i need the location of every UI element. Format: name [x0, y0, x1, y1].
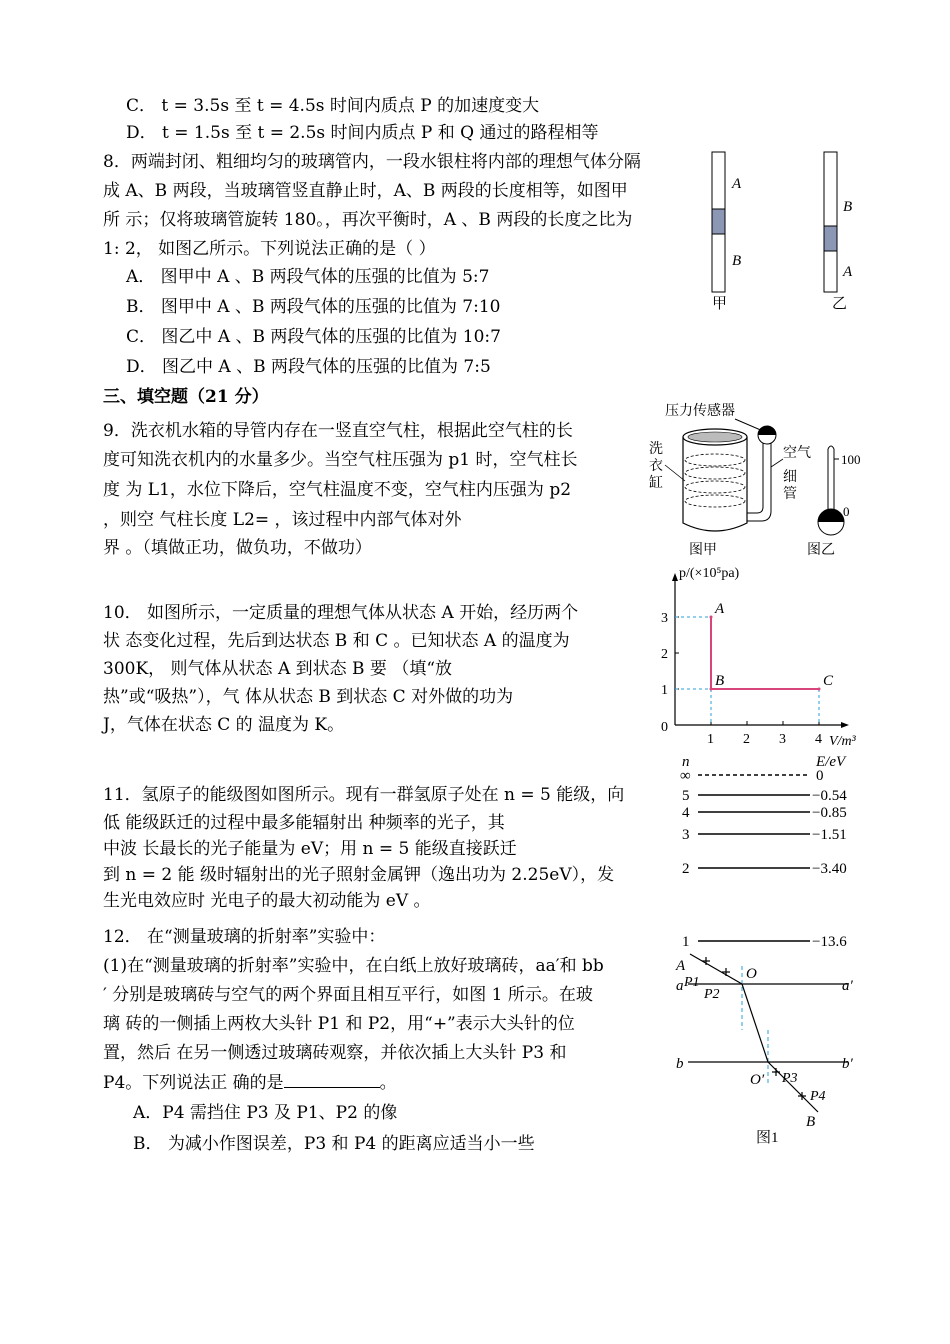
q12-answer-blank [284, 1071, 380, 1088]
q10-line-4: 热”或“吸热”），气 体从状态 B 到状态 C 对外做的功为 [103, 687, 514, 707]
figure-1-caption: 图1 [756, 1130, 779, 1146]
point-C [818, 688, 821, 691]
tank-label-3: 缸 [649, 476, 663, 491]
label-P4: P4 [810, 1089, 826, 1104]
level-e-1: −13.6 [812, 934, 847, 950]
q12-line-1: (1)在“测量玻璃的折射率”实验中，在白纸上放好玻璃砖，aa′和 bb [103, 956, 604, 976]
level-n-inf: ∞ [680, 768, 691, 784]
y-axis-label: p/(×10⁵pa) [679, 566, 740, 581]
refracted-ray [742, 984, 768, 1062]
q9-line-1: 9．洗衣机水箱的导管内存在一竖直空气柱，根据此空气柱的长 [103, 421, 573, 441]
mercury-yi [824, 226, 837, 251]
q8-option-a: A． 图甲中 A 、B 两段气体的压强的比值为 5:7 [126, 267, 490, 287]
fig-caption-jia: 图甲 [689, 543, 717, 558]
x-tick-label-1: 1 [707, 732, 714, 747]
refraction-figure [670, 950, 870, 1150]
q10-line-3: 300K， 则气体从状态 A 到状态 B 要 （填“放 [103, 659, 453, 679]
pin-p3-marker [772, 1068, 780, 1076]
tube-yi-top-label: B [843, 199, 853, 215]
q11-line-2: 低 能级跃迁的过程中最多能辐射出 种频率的光子，其 [103, 813, 505, 833]
q11-line-4: 到 n = 2 能 级时辐射出的光子照射金属钾（逸出功为 2.25eV），发 [103, 865, 615, 885]
level-n-5: 5 [682, 788, 690, 804]
label-a: a [676, 978, 684, 994]
y-tick-label-3: 3 [661, 611, 668, 626]
q12-line-4: 置，然后 在另一侧透过玻璃砖观察，并依次插上大头针 P3 和 [103, 1043, 567, 1063]
tube-jia-top-label: A [732, 176, 742, 192]
q12-line-2: ′ 分别是玻璃砖与空气的两个界面且相互平行，如图 1 所示。在玻 [103, 985, 593, 1005]
q12-line-3: 璃 砖的一侧插上两枚大头针 P1 和 P2，用“+”表示大头针的位 [103, 1014, 575, 1034]
pin-p2-marker [722, 968, 730, 976]
fig-caption-yi: 图乙 [807, 543, 835, 558]
q9-figure [645, 395, 875, 570]
q9-line-2: 度可知洗衣机内的水量多少。当空气柱压强为 p1 时，空气柱长 [103, 450, 578, 470]
level-n-1: 1 [682, 934, 690, 950]
q10-line-5: J，气体在状态 C 的 温度为 K。 [103, 715, 345, 735]
x-axis-label: V/m³ [829, 734, 856, 749]
point-label-C: C [823, 673, 834, 689]
y-tick-label-2: 2 [661, 647, 668, 662]
scale-top-label: 100 [841, 452, 861, 467]
point-A [710, 616, 713, 619]
pin-p1-marker [702, 957, 710, 965]
point-label-A: A [715, 601, 725, 617]
n-header: n [682, 754, 690, 770]
level-n-3: 3 [682, 827, 690, 843]
y-axis-arrow [672, 573, 678, 581]
x-tick-label-3: 3 [779, 732, 786, 747]
q7-option-d: D． t = 1.5s 至 t = 2.5s 时间内质点 P 和 Q 通过的路程相等 [126, 123, 599, 143]
level-e-inf: 0 [816, 768, 824, 784]
q10-line-1: 10． 如图所示，一定质量的理想气体从状态 A 开始，经历两个 [103, 603, 579, 623]
energy-level-diagram [676, 752, 866, 952]
label-b-prime: b′ [842, 1056, 853, 1072]
q8-figure [700, 148, 860, 323]
q12-line-5-end: 。 [379, 1073, 397, 1093]
x-tick-label-4: 4 [815, 732, 822, 747]
point-label-B: B [715, 673, 725, 689]
mercury-jia [712, 209, 725, 234]
q9-line-4: ，则空 气柱长度 L2= ，该过程中内部气体对外 [103, 510, 462, 530]
e-header: E/eV [816, 754, 846, 770]
level-e-5: −0.54 [812, 788, 847, 804]
tube-label-2: 管 [783, 487, 797, 502]
level-e-4: −0.85 [812, 805, 847, 821]
scale-zero-label: 0 [843, 504, 850, 519]
tube-yi-caption: 乙 [832, 296, 848, 312]
tank-label-2: 衣 [649, 459, 663, 474]
level-n-2: 2 [682, 861, 690, 877]
pv-chart [655, 565, 885, 760]
q12-title: 12． 在“测量玻璃的折射率”实验中： [103, 927, 386, 947]
air-label: 空气 [783, 446, 811, 461]
q12-option-b: B． 为减小作图误差，P3 和 P4 的距离应适当小一些 [133, 1134, 535, 1154]
tube-yi-bottom-label: A [843, 264, 853, 280]
q8-stem-line-3: 所 示；仅将玻璃管旋转 180。，再次平衡时，A 、B 两段的长度之比为 [103, 210, 633, 230]
q12-line-5 [103, 1071, 397, 1094]
q10-line-2: 状 态变化过程，先后到达状态 B 和 C 。已知状态 A 的温度为 [103, 631, 570, 651]
label-A: A [676, 958, 686, 974]
q8-stem-line-2: 成 A、B 两段，当玻璃管竖直静止时，A、B 两段的长度相等，如图甲 [103, 181, 628, 201]
q7-option-c: C． t = 3.5s 至 t = 4.5s 时间内质点 P 的加速度变大 [126, 96, 540, 116]
label-a-prime: a′ [842, 978, 853, 994]
label-b: b [676, 1056, 684, 1072]
x-tick-label-2: 2 [743, 732, 750, 747]
tube-jia-bottom-label: B [732, 253, 742, 269]
origin-label: 0 [661, 720, 668, 735]
q9-line-5: 界 。（填做正功，做负功，不做功） [103, 538, 372, 558]
sensor-label: 压力传感器 [665, 404, 735, 419]
q8-option-c: C． 图乙中 A 、B 两段气体的压强的比值为 10:7 [126, 327, 501, 347]
q11-line-3: 中波 长最长的光子能量为 eV；用 n = 5 能级直接跃迁 [103, 839, 517, 859]
q8-stem-line-4: 1: 2， 如图乙所示。下列说法正确的是（ ） [103, 239, 436, 259]
q11-line-5: 生光电效应时 光电子的最大初动能为 eV 。 [103, 891, 431, 911]
point-B [710, 688, 713, 691]
q8-stem-line-1: 8．两端封闭、粗细均匀的玻璃管内，一段水银柱将内部的理想气体分隔 [103, 152, 641, 172]
q8-option-b: B． 图甲中 A 、B 两段气体的压强的比值为 7:10 [126, 297, 501, 317]
label-O-prime: O′ [750, 1072, 765, 1088]
tube-jia-caption: 甲 [712, 296, 728, 312]
label-O: O [746, 966, 757, 982]
q12-line-5-text: P4。下列说法正 确的是 [103, 1073, 284, 1093]
label-P1: P1 [684, 975, 700, 990]
q11-line-1: 11．氢原子的能级图如图所示。现有一群氢原子处在 n = 5 能级，向 [103, 785, 625, 805]
label-P2: P2 [704, 987, 720, 1002]
level-e-3: −1.51 [812, 827, 847, 843]
x-axis-arrow [841, 722, 849, 728]
tube-yi [824, 152, 837, 292]
label-P3: P3 [782, 1071, 798, 1086]
section-3-title: 三、填空题（21 分） [103, 387, 269, 407]
q9-line-3: 度 为 L1，水位下降后，空气柱温度不变，空气柱内压强为 p2 [103, 480, 572, 500]
label-B: B [806, 1114, 816, 1130]
q12-option-a: A．P4 需挡住 P3 及 P1、P2 的像 [133, 1103, 398, 1123]
level-n-4: 4 [682, 805, 690, 821]
tube-label-1: 细 [783, 470, 797, 485]
level-e-2: −3.40 [812, 861, 847, 877]
y-tick-label-1: 1 [661, 683, 668, 698]
q8-option-d: D． 图乙中 A 、B 两段气体的压强的比值为 7:5 [126, 357, 491, 377]
tank-label-1: 洗 [649, 442, 663, 457]
